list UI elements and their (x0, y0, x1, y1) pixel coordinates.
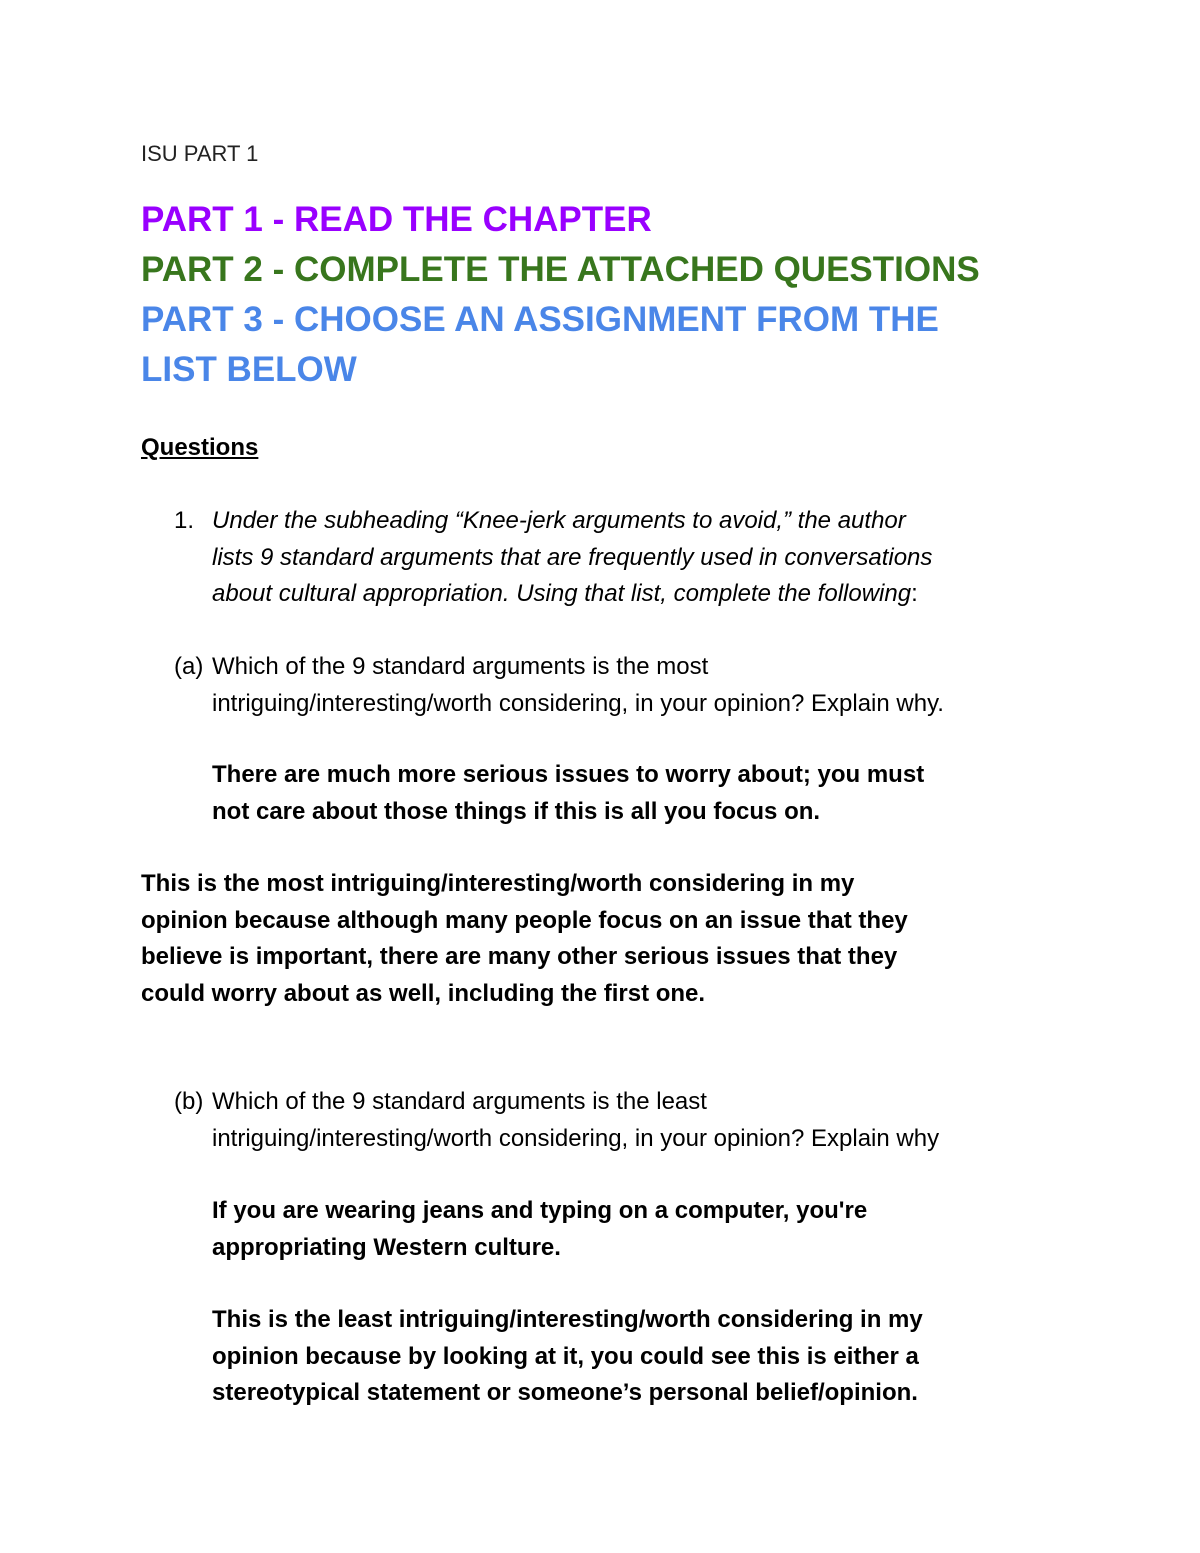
part-3-heading-line-2: LIST BELOW (141, 350, 357, 389)
part-2-heading: PART 2 - COMPLETE THE ATTACHED QUESTIONS (141, 250, 980, 289)
part-3-heading-line-1: PART 3 - CHOOSE AN ASSIGNMENT FROM THE (141, 300, 939, 339)
part-1-heading: PART 1 - READ THE CHAPTER (141, 200, 652, 239)
part-b-explanation-line-1: This is the least intriguing/interesting/worth considering in my (212, 1306, 923, 1333)
question-1-line-3-text: about cultural appropriation. Using that list, complete the following (212, 580, 912, 607)
question-1-line-2: lists 9 standard arguments that are frequently used in conversations (212, 543, 933, 571)
part-a-explanation-line-3: believe is important, there are many other serious issues that they (141, 943, 898, 970)
part-b-prompt-line-2: intriguing/interesting/worth considering, in your opinion? Explain why (212, 1124, 940, 1152)
part-a-prompt-line-1: Which of the 9 standard arguments is the most (212, 653, 709, 680)
part-b-explanation-line-3: stereotypical statement or someone’s personal belief/opinion. (212, 1379, 918, 1406)
part-a-answer-line-1: There are much more serious issues to worry about; you must (212, 761, 925, 788)
part-a-explanation (141, 866, 908, 1012)
part-b-answer-line-1: If you are wearing jeans and typing on a computer, you're (212, 1197, 868, 1224)
part-a-explanation-line-2: opinion because although many people focus on an issue that they (141, 906, 908, 934)
part-b-prompt (212, 1084, 939, 1157)
question-1-number: 1. (174, 507, 195, 534)
part-b-explanation (212, 1302, 923, 1412)
question-1-colon: : (911, 580, 918, 607)
questions-heading: Questions (141, 434, 259, 461)
part-a-explanation-line-1: This is the most intriguing/interesting/worth considering in my (141, 870, 855, 897)
question-1-line-1: Under the subheading “Knee-jerk arguments to avoid,” the author (212, 507, 906, 534)
part-b-marker: (b) (174, 1088, 204, 1115)
part-a-prompt (212, 649, 944, 722)
part-3-heading (141, 295, 939, 395)
part-a-marker: (a) (174, 653, 204, 680)
question-1-line-3 (212, 576, 932, 613)
part-a-answer-line-2: not care about those things if this is all you focus on. (212, 797, 821, 825)
question-1-text (212, 503, 932, 613)
part-b-explanation-line-2: opinion because by looking at it, you could see this is either a (212, 1342, 919, 1370)
document-title: ISU PART 1 (141, 141, 259, 166)
part-b-answer (212, 1193, 867, 1266)
part-b-prompt-line-1: Which of the 9 standard arguments is the least (212, 1088, 707, 1115)
part-b-answer-line-2: appropriating Western culture. (212, 1233, 561, 1261)
part-a-answer (212, 757, 924, 830)
part-a-explanation-line-4: could worry about as well, including the first one. (141, 979, 706, 1007)
part-a-prompt-line-2: intriguing/interesting/worth considering, in your opinion? Explain why. (212, 689, 944, 717)
